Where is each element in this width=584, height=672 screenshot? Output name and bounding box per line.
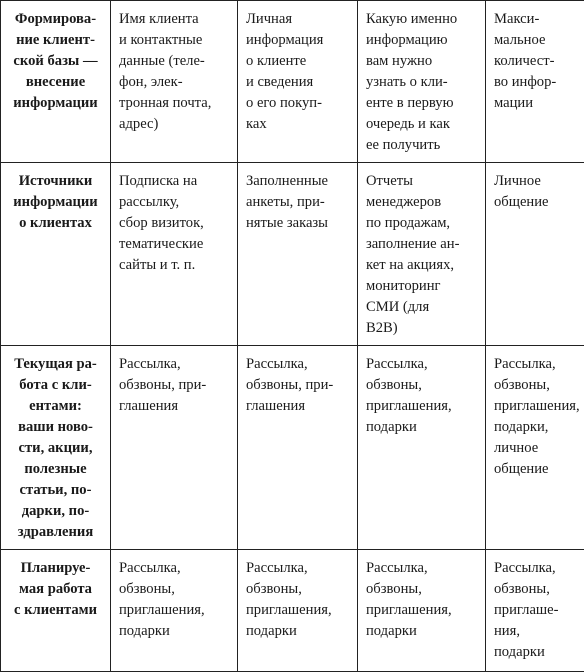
- table-cell: Личное общение: [486, 163, 584, 346]
- table-cell: Какую именно информацию вам нужно узнать о кли- енте в первую очередь и как ее получить: [358, 1, 486, 163]
- table-cell: Рассылка, обзвоны, приглашения, подарки, личное общение: [486, 346, 584, 550]
- row-header: Формирова- ние клиент- ской базы — внесение информации: [1, 1, 111, 163]
- table-cell: Рассылка, обзвоны, приглаше- ния, подарки: [486, 550, 584, 672]
- table-row: [1, 163, 584, 346]
- table-cell: Рассылка, обзвоны, приглашения, подарки: [111, 550, 238, 672]
- table-cell: Рассылка, обзвоны, при- глашения: [111, 346, 238, 550]
- row-header: Источники информации о клиентах: [1, 163, 111, 346]
- table-cell: Рассылка, обзвоны, приглашения, подарки: [358, 550, 486, 672]
- table-cell: Имя клиента и контактные данные (теле- фон, элек- тронная почта, адрес): [111, 1, 238, 163]
- table-cell: Подписка на рассылку, сбор визиток, тематические сайты и т. п.: [111, 163, 238, 346]
- row-header: Планируе- мая работа с клиентами: [1, 550, 111, 672]
- table-row: [1, 346, 584, 550]
- table-cell: Заполненные анкеты, при- нятые заказы: [238, 163, 358, 346]
- table-row: [1, 550, 584, 672]
- table-cell: Рассылка, обзвоны, при- глашения: [238, 346, 358, 550]
- table-cell: Макси- мальное количест- во инфор- мации: [486, 1, 584, 163]
- table-cell: Рассылка, обзвоны, приглашения, подарки: [238, 550, 358, 672]
- row-header: Текущая ра- бота с кли- ентами: ваши ново- сти, акции, полезные статьи, по- дарки, по- здравления: [1, 346, 111, 550]
- table-cell: Личная информация о клиенте и сведения о его покуп- ках: [238, 1, 358, 163]
- table-row: [1, 1, 584, 163]
- table-cell: Рассылка, обзвоны, приглашения, подарки: [358, 346, 486, 550]
- table-cell: Отчеты менеджеров по продажам, заполнение ан- кет на акциях, мониторинг СМИ (для B2B): [358, 163, 486, 346]
